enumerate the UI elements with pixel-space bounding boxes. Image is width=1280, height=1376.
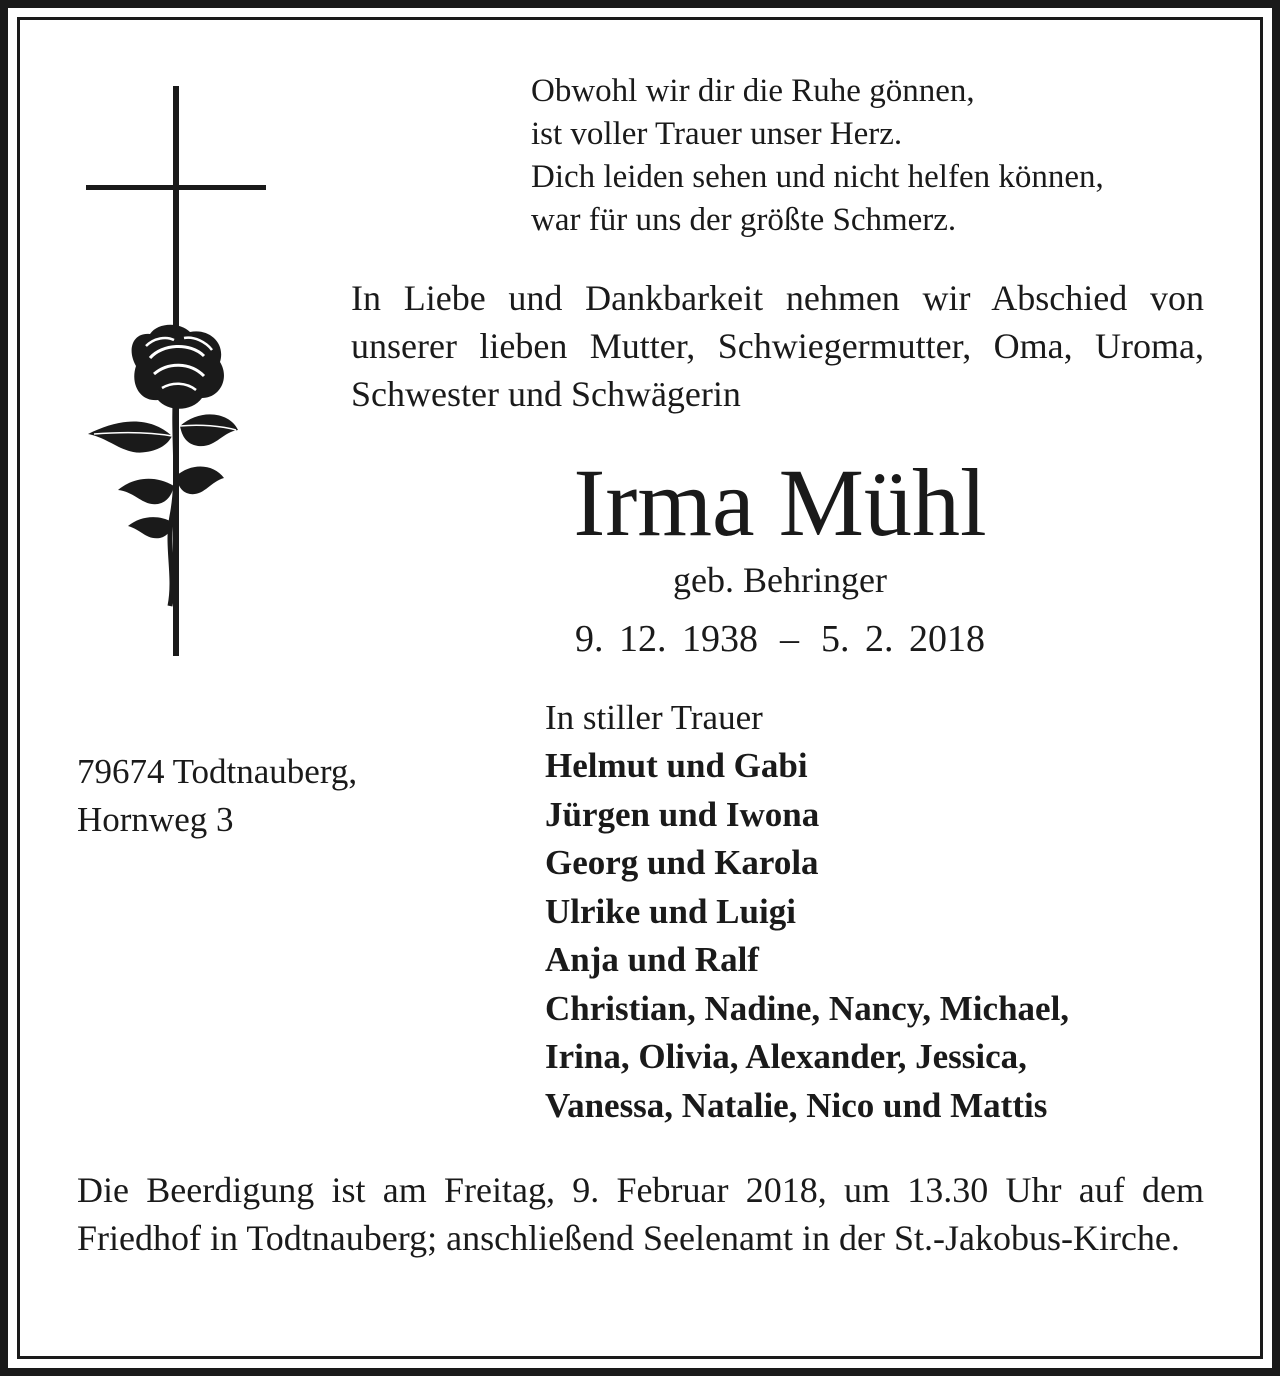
birth-date: 9. 12. 1938 [575,618,758,660]
deceased-name: Irma Mühl [573,449,987,556]
address-line: Hornweg 3 [77,800,234,839]
date-separator: – [780,618,799,660]
family-line: Irina, Olivia, Alexander, Jessica, [545,1037,1027,1076]
mourning-lead: In stiller Trauer [545,698,763,737]
family-line: Anja und Ralf [545,940,759,979]
poem-line: war für uns der größte Schmerz. [531,202,957,238]
cross-with-rose-icon [80,86,280,661]
family-line: Jürgen und Iwona [545,794,820,834]
funeral-details: Die Beerdigung ist am Freitag, 9. Februar 2018, um 13.30 Uhr auf dem Friedhof in Todtnauberg; anschließend Seelenamt in der St.-Jakobus-Kirche. [77,1170,1204,1258]
mourners-list [545,694,1245,1130]
poem-line: ist voller Trauer unser Herz. [531,116,903,152]
life-dates [460,615,1100,663]
family-line: Christian, Nadine, Nancy, Michael, [545,988,1070,1028]
memorial-poem [531,70,1231,242]
death-date: 5. 2. 2018 [821,618,985,660]
address-line: 79674 Todtnauberg, [77,752,358,791]
poem-line: Obwohl wir dir die Ruhe gönnen, [531,73,975,109]
farewell-intro: In Liebe und Dankbarkeit nehmen wir Abschied von unserer lieben Mutter, Schwiegermutter, Oma, Uroma, Schwester und Schwägerin [351,278,1204,414]
family-line: Helmut und Gabi [545,746,808,785]
poem-line: Dich leiden sehen und nicht helfen können, [531,159,1104,195]
family-line: Vanessa, Natalie, Nico und Mattis [545,1085,1048,1125]
family-line: Ulrike und Luigi [545,891,796,931]
mourner-address [77,748,357,844]
family-line: Georg und Karola [545,843,819,882]
birth-name: geb. Behringer [673,560,887,600]
